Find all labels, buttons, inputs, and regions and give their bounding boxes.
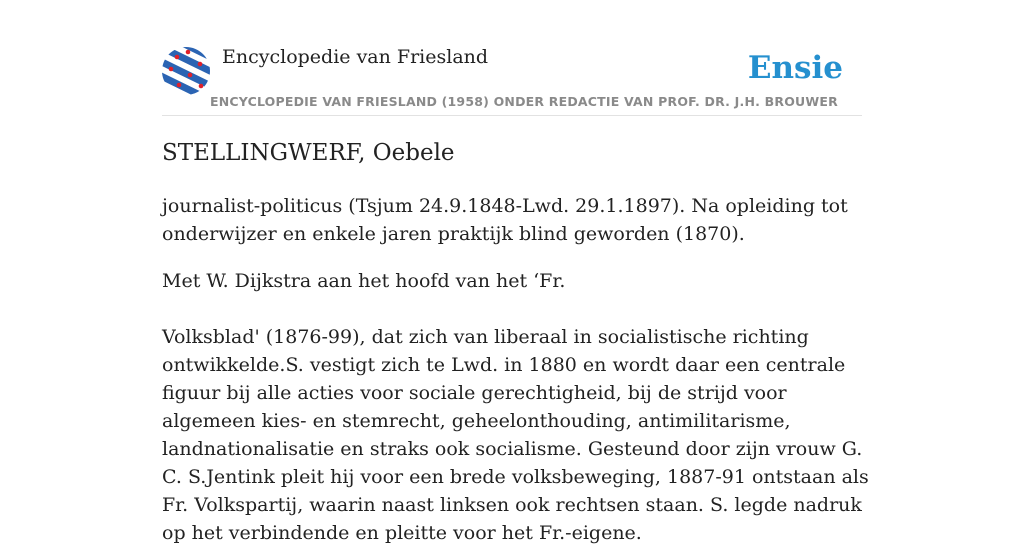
header-divider [162,115,862,116]
ensie-brand-logo[interactable]: Ensie [747,50,843,86]
entry-title: STELLINGWERF, Oebele [162,140,455,166]
friesland-flag-icon[interactable] [162,47,210,95]
site-title[interactable]: Encyclopedie van Friesland [222,46,489,68]
article-paragraph-2: Met W. Dijkstra aan het hoofd van het ‘Fr. [162,270,566,292]
encyclopedia-subtitle: ENCYCLOPEDIE VAN FRIESLAND (1958) ONDER REDACTIE VAN PROF. DR. J.H. BROUWER [210,94,838,109]
article-paragraph-1: journalist-politicus (Tsjum 24.9.1848-Lwd. 29.1.1897). Na opleiding tot onderwijzer en enkele jaren praktijk blind geworden (1870). [162,195,848,245]
article-paragraph-3: Volksblad' (1876-99), dat zich van liberaal in socialistische richting ontwikkelde.S. vestigt zich te Lwd. in 1880 en wordt daar een centrale figuur bij alle acties voor sociale gerechtigheid, bij de strijd voor algemeen kies- en stemrecht, geheelonthouding, antimilitarisme, landnationalisatie en straks ook socialisme. Gesteund door zijn vrouw G. C. S.Jentink pleit hij voor een brede volksbeweging, 1887-91 ontstaan als Fr. Volkspartij, waarin naast linksen ook rechtsen staan. S. legde nadruk op het verbindende en pleitte voor het Fr.-eigene. [162,326,869,544]
